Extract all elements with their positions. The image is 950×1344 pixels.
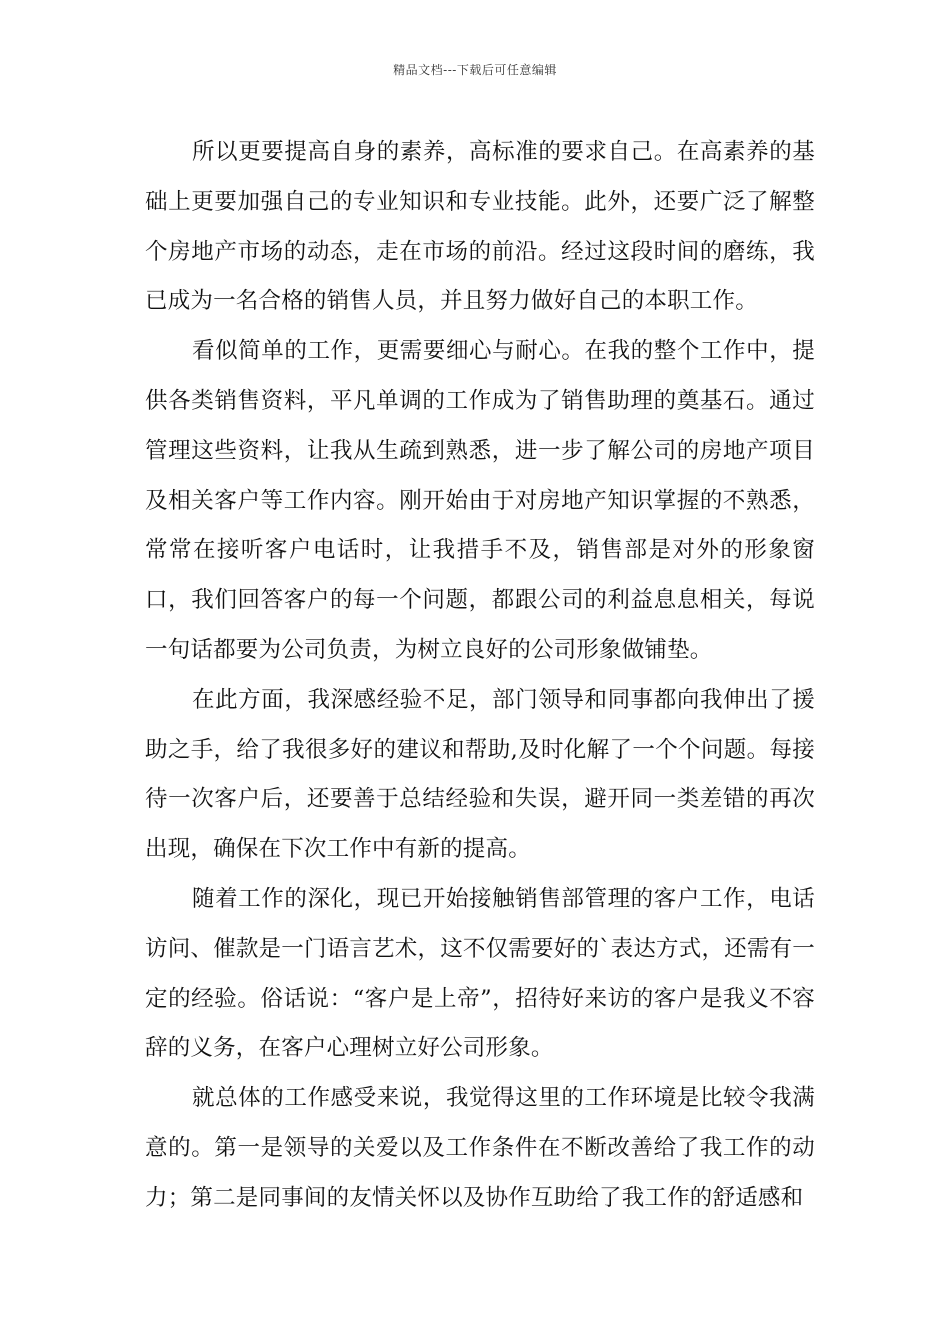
page-header: 精品文档---下载后可任意编辑 bbox=[393, 63, 557, 77]
paragraph: 随着工作的深化，现已开始接触销售部管理的客户工作，电话访问、催款是一门语言艺术，这不仅需要好的`表达方式，还需有一定的经验。俗话说：“客户是上帝”，招待好来访的客户是我义不容辞的义务，在客户心理树立好公司形象。 bbox=[145, 885, 815, 1062]
paragraph: 所以更要提高自身的素养，高标准的要求自己。在高素养的基础上更要加强自己的专业知识和专业技能。此外，还要广泛了解整个房地产市场的动态，走在市场的前沿。经过这段时间的磨练，我已成为一名合格的销售人员，并且努力做好自己的本职工作。 bbox=[145, 139, 815, 315]
paragraph: 看似简单的工作，更需要细心与耐心。在我的整个工作中，提供各类销售资料，平凡单调的工作成为了销售助理的奠基石。通过管理这些资料，让我从生疏到熟悉，进一步了解公司的房地产项目及相关客户等工作内容。刚开始由于对房地产知识掌握的不熟悉，常常在接听客户电话时，让我措手不及，销售部是对外的形象窗口，我们回答客户的每一个问题，都跟公司的利益息息相关，每说一句话都要为公司负责，为树立良好的公司形象做铺垫。 bbox=[145, 338, 815, 663]
paragraph: 在此方面，我深感经验不足，部门领导和同事都向我伸出了援助之手，给了我很多好的建议和帮助,及时化解了一个个问题。每接待一次客户后，还要善于总结经验和失误，避开同一类差错的再次出现，确保在下次工作中有新的提高。 bbox=[145, 686, 815, 863]
document-body bbox=[145, 128, 815, 1224]
paragraph: 就总体的工作感受来说，我觉得这里的工作环境是比较令我满意的。第一是领导的关爱以及工作条件在不断改善给了我工作的动力；第二是同事间的友情关怀以及协作互助给了我工作的舒适感和 bbox=[145, 1085, 815, 1211]
